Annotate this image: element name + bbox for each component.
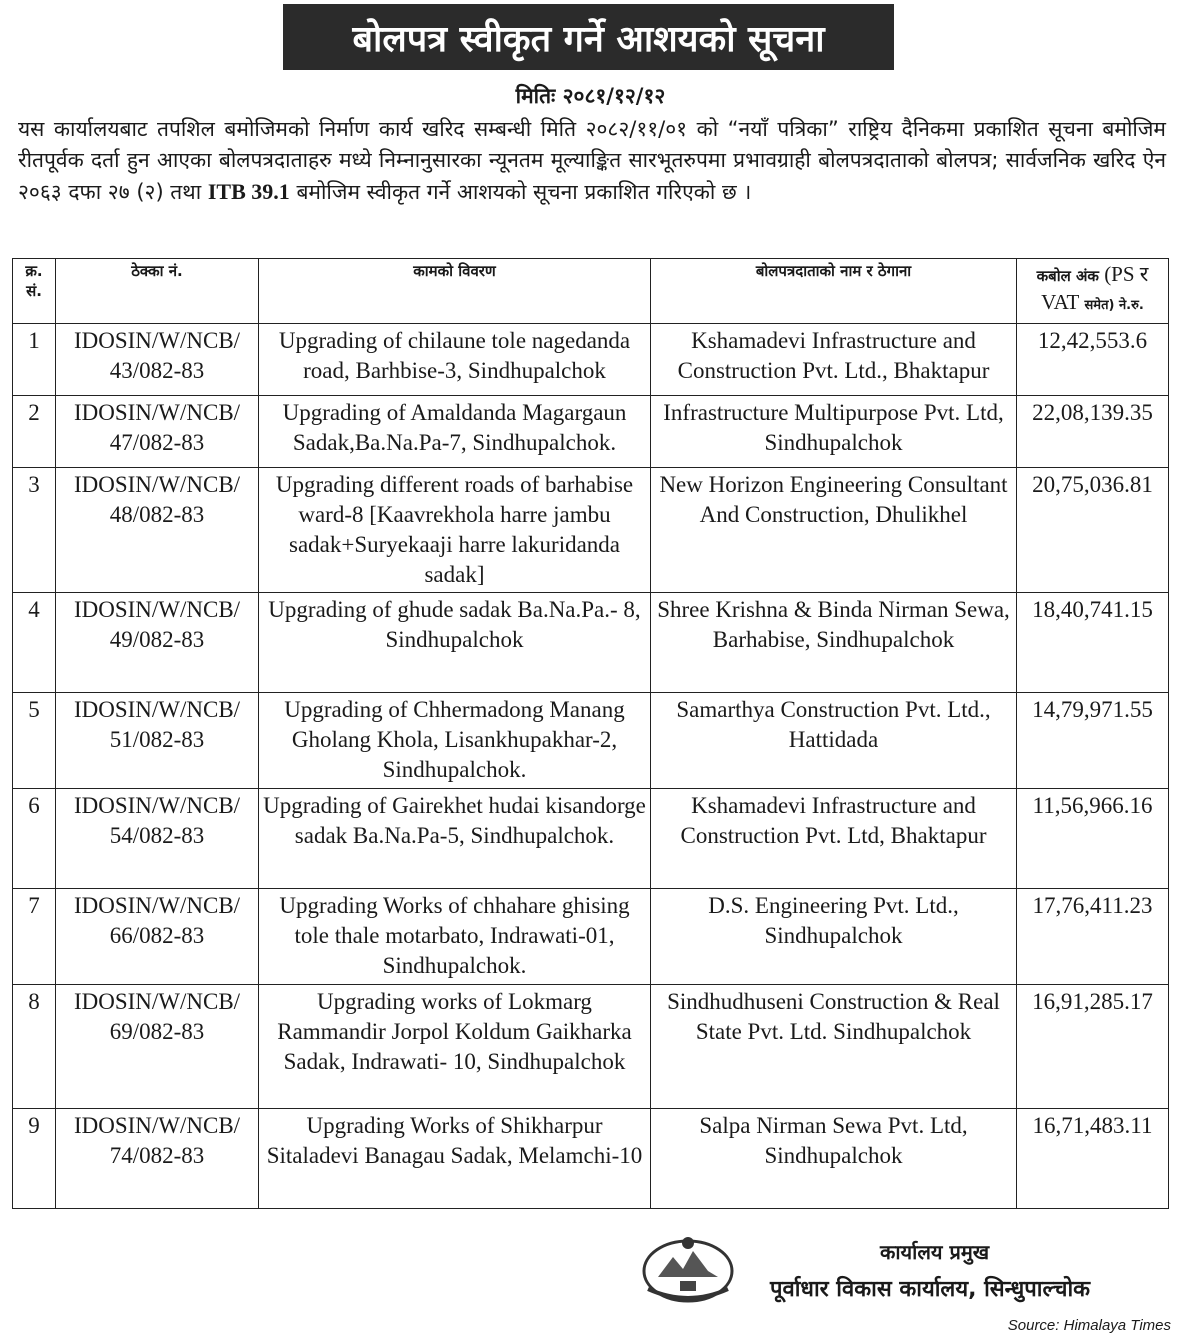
cell-sn: 3 [13,468,56,593]
table-header-row [13,259,1169,324]
header-contract: ठेक्का नं. [56,259,259,324]
table-row [13,1109,1169,1209]
cell-bidder: Kshamadevi Infrastructure and Construction Pvt. Ltd, Bhaktapur [651,789,1017,889]
cell-sn: 7 [13,889,56,985]
table-row [13,396,1169,468]
cell-sn: 1 [13,324,56,396]
cell-bidder: Sindhudhuseni Construction & Real State Pvt. Ltd. Sindhupalchok [651,985,1017,1109]
cell-contract: IDOSIN/W/NCB/ 51/082-83 [56,693,259,789]
cell-sn: 6 [13,789,56,889]
notice-title: बोलपत्र स्वीकृत गर्ने आशयको सूचना [283,4,894,70]
cell-amount: 20,75,036.81 [1017,468,1169,593]
table-row [13,468,1169,593]
cell-amount: 18,40,741.15 [1017,593,1169,693]
cell-sn: 2 [13,396,56,468]
cell-work: Upgrading Works of Shikharpur Sitaladevi Banagau Sadak, Melamchi-10 [259,1109,651,1209]
cell-work: Upgrading of Amaldanda Magargaun Sadak,Ba.Na.Pa-7, Sindhupalchok. [259,396,651,468]
cell-bidder: Infrastructure Multipurpose Pvt. Ltd, Sindhupalchok [651,396,1017,468]
table-row [13,789,1169,889]
cell-sn: 5 [13,693,56,789]
header-amount-b: (PS र VAT [1041,262,1149,314]
footer-office: पूर्वाधार विकास कार्यालय, सिन्धुपाल्चोक [770,1277,1091,1302]
cell-contract: IDOSIN/W/NCB/ 43/082-83 [56,324,259,396]
table-row [13,693,1169,789]
cell-contract: IDOSIN/W/NCB/ 74/082-83 [56,1109,259,1209]
cell-work: Upgrading of chilaune tole nagedanda road, Barhbise-3, Sindhupalchok [259,324,651,396]
cell-amount: 22,08,139.35 [1017,396,1169,468]
cell-amount: 12,42,553.6 [1017,324,1169,396]
cell-contract: IDOSIN/W/NCB/ 48/082-83 [56,468,259,593]
bid-table [12,258,1169,1209]
table-row [13,593,1169,693]
intro-itb-reference: ITB 39.1 [207,179,290,204]
cell-bidder: Kshamadevi Infrastructure and Construction Pvt. Ltd., Bhaktapur [651,324,1017,396]
cell-work: Upgrading different roads of barhabise ward-8 [Kaavrekhola harre jambu sadak+Suryekaaji harre lakuridanda sadak] [259,468,651,593]
intro-text-end: बमोजिम स्वीकृत गर्ने आशयको सूचना प्रकाशित गरिएको छ । [296,180,752,204]
cell-work: Upgrading works of Lokmarg Rammandir Jorpol Koldum Gaikharka Sadak, Indrawati- 10, Sindhupalchok [259,985,651,1109]
cell-amount: 16,91,285.17 [1017,985,1169,1109]
table-row [13,985,1169,1109]
cell-bidder: Salpa Nirman Sewa Pvt. Ltd, Sindhupalchok [651,1109,1017,1209]
header-amount [1017,259,1169,324]
header-amount-c: समेत) ने.रु. [1084,298,1144,313]
cell-bidder: Shree Krishna & Binda Nirman Sewa, Barhabise, Sindhupalchok [651,593,1017,693]
cell-sn: 9 [13,1109,56,1209]
cell-contract: IDOSIN/W/NCB/ 54/082-83 [56,789,259,889]
nepal-government-emblem-icon [628,1227,748,1307]
cell-bidder: New Horizon Engineering Consultant And Construction, Dhulikhel [651,468,1017,593]
intro-paragraph [18,114,1166,208]
intro-text: यस कार्यालयबाट तपशिल बमोजिमको निर्माण कार्य खरिद सम्बन्धी मिति २०८२/११/०१ को “नयाँ पत्रिका” राष्ट्रिय दैनिकमा प्रकाशित सूचना बमोजिम रीतपूर्वक दर्ता हुन आएका बोलपत्रदाताहरु मध्ये निम्नानुसारका न्यूनतम मूल्याङ्कित सारभूतरुपमा प्रभावग्राही बोलपत्रदाताको बोलपत्र; सार्वजनिक खरिद ऐन २०६३ दफा २७ (२) तथा [18,117,1166,204]
header-bidder: बोलपत्रदाताको नाम र ठेगाना [651,259,1017,324]
cell-work: Upgrading of Chhermadong Manang Gholang Khola, Lisankhupakhar-2, Sindhupalchok. [259,693,651,789]
cell-work: Upgrading of Gairekhet hudai kisandorge sadak Ba.Na.Pa-5, Sindhupalchok. [259,789,651,889]
cell-bidder: Samarthya Construction Pvt. Ltd., Hattidada [651,693,1017,789]
cell-amount: 17,76,411.23 [1017,889,1169,985]
cell-amount: 11,56,966.16 [1017,789,1169,889]
cell-work: Upgrading Works of chhahare ghising tole thale motarbato, Indrawati-01, Sindhupalchok. [259,889,651,985]
source-credit: Source: Himalaya Times [1007,1317,1171,1334]
notice-date: मितिः २०८१/१२/१२ [515,84,666,108]
cell-sn: 4 [13,593,56,693]
header-amount-a: कबोल अंक [1036,267,1099,285]
cell-amount: 14,79,971.55 [1017,693,1169,789]
cell-sn: 8 [13,985,56,1109]
cell-contract: IDOSIN/W/NCB/ 69/082-83 [56,985,259,1109]
cell-work: Upgrading of ghude sadak Ba.Na.Pa.- 8, Sindhupalchok [259,593,651,693]
cell-contract: IDOSIN/W/NCB/ 66/082-83 [56,889,259,985]
cell-contract: IDOSIN/W/NCB/ 49/082-83 [56,593,259,693]
cell-contract: IDOSIN/W/NCB/ 47/082-83 [56,396,259,468]
table-row [13,889,1169,985]
header-sn: क्र. सं. [13,259,56,324]
cell-bidder: D.S. Engineering Pvt. Ltd., Sindhupalchok [651,889,1017,985]
header-work: कामको विवरण [259,259,651,324]
cell-amount: 16,71,483.11 [1017,1109,1169,1209]
table-row [13,324,1169,396]
footer-signatory: कार्यालय प्रमुख [880,1240,990,1264]
